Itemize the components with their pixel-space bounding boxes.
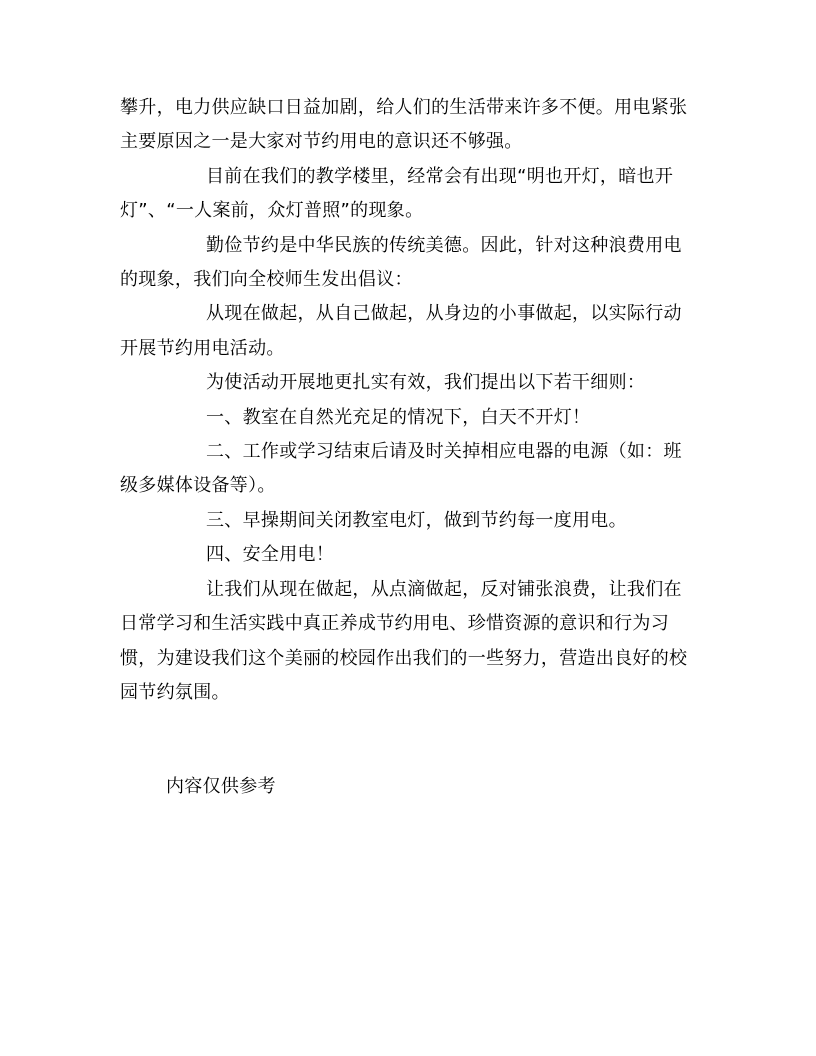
- footer-note: 内容仅供参考: [166, 776, 276, 797]
- paragraph-rules-intro: 为使活动开展地更扎实有效，我们提出以下若干细则：: [206, 372, 646, 394]
- paragraph-current-situation: 目前在我们的教学楼里，经常会有出现“明也开灯，暗也开灯”、“一人案前，众灯普照”的现象。: [120, 165, 674, 222]
- rule-item-3: 三、早操期间关闭教室电灯，做到节约每一度用电。: [206, 509, 627, 531]
- rule-item-1: 一、教室在自然光充足的情况下，白天不开灯！: [206, 406, 591, 428]
- rule-item-2: 二、工作或学习结束后请及时关掉相应电器的电源（如：班级多媒体设备等）。: [120, 441, 682, 497]
- rule-item-4: 四、安全用电！: [206, 544, 335, 566]
- paragraph-continuation: 攀升，电力供应缺口日益加剧，给人们的生活带来许多不便。用电紧张主要原因之一是大家对节约用电的意识还不够强。: [120, 97, 688, 153]
- paragraph-call-to-action: 从现在做起，从自己做起，从身边的小事做起，以实际行动开展节约用电活动。: [120, 303, 682, 359]
- paragraph-closing: 让我们从现在做起，从点滴做起，反对铺张浪费，让我们在日常学习和生活实践中真正养成节约用电、珍惜资源的意识和行为习惯，为建设我们这个美丽的校园作出我们的一些努力，营造出良好的校园节约氛围。: [120, 578, 688, 703]
- document-body: [120, 91, 696, 710]
- paragraph-tradition: 勤俭节约是中华民族的传统美德。因此，针对这种浪费用电的现象，我们向全校师生发出倡议：: [120, 234, 682, 291]
